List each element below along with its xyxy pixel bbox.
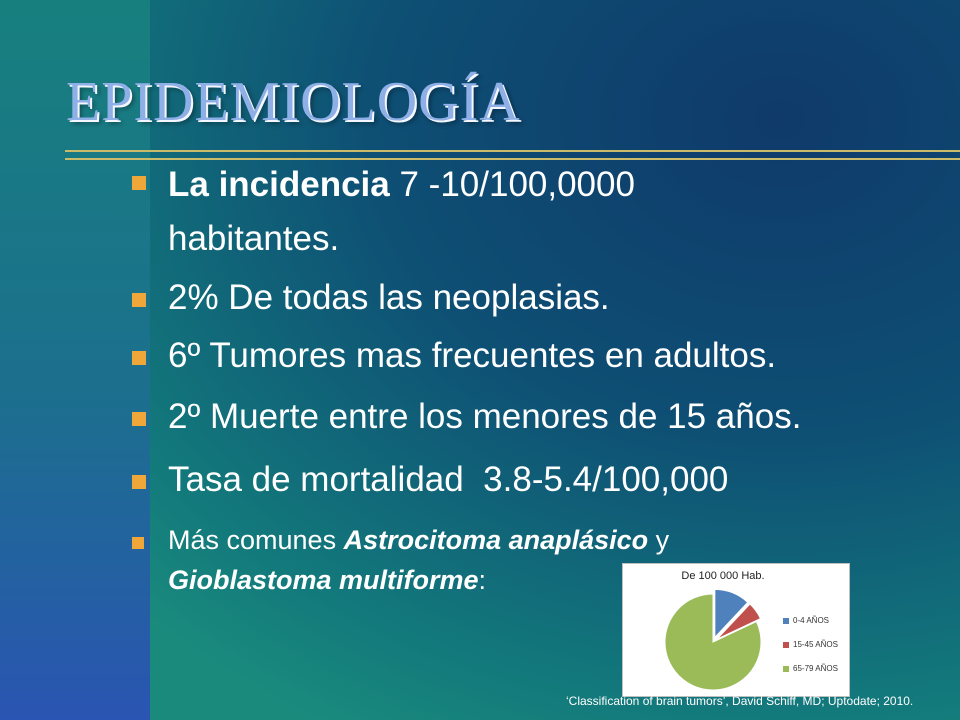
- bullet-incidence-continuation: habitantes.: [168, 219, 340, 258]
- citation: ‘Classification of brain tumors’, David Schiff, MD; Uptodate; 2010.: [566, 694, 914, 708]
- bullet-marker: [132, 351, 146, 365]
- legend-label: 15-45 AÑOS: [793, 640, 838, 649]
- bullet-comunes-glioblastoma: Gioblastoma multiforme: [168, 565, 479, 595]
- pie-chart: [622, 563, 850, 697]
- bullet-marker: [132, 412, 146, 426]
- legend-swatch: [783, 666, 789, 672]
- bullet-comunes-post: :: [478, 565, 487, 595]
- legend-swatch: [783, 642, 789, 648]
- bullet-comunes-pre: Más comunes: [168, 525, 344, 555]
- bullet-marker: [132, 537, 144, 549]
- bullet-incidence: [168, 164, 635, 206]
- bullet-tumores: 6º Tumores mas frecuentes en adultos.: [168, 336, 777, 375]
- chart-title: De 100 000 Hab.: [681, 570, 765, 582]
- pie-chart-svg: [623, 564, 849, 696]
- bullet-incidence-text: 7 -10/100,0000: [389, 165, 635, 204]
- bullet-marker: [132, 176, 146, 190]
- bullet-comunes-mid: y: [648, 525, 670, 555]
- bullet-muerte: 2º Muerte entre los menores de 15 años.: [168, 397, 802, 436]
- bullet-incidence-bold: La incidencia: [168, 165, 390, 204]
- slide-title: EPIDEMIOLOGÍA: [66, 71, 521, 133]
- bullet-marker: [132, 293, 146, 307]
- bullet-comunes-astrocitoma: Astrocitoma anaplásico: [343, 525, 649, 555]
- legend-label: 65-79 AÑOS: [793, 664, 838, 673]
- legend-label: 0-4 AÑOS: [793, 616, 830, 625]
- bullet-comunes: [168, 524, 669, 556]
- bullet-comunes-continuation: [168, 564, 486, 596]
- bullet-marker: [132, 475, 146, 489]
- bullet-neoplasias: 2% De todas las neoplasias.: [168, 278, 610, 317]
- title-divider: [65, 150, 960, 160]
- bullet-mortalidad: Tasa de mortalidad 3.8-5.4/100,000: [168, 460, 729, 499]
- legend-swatch: [783, 618, 789, 624]
